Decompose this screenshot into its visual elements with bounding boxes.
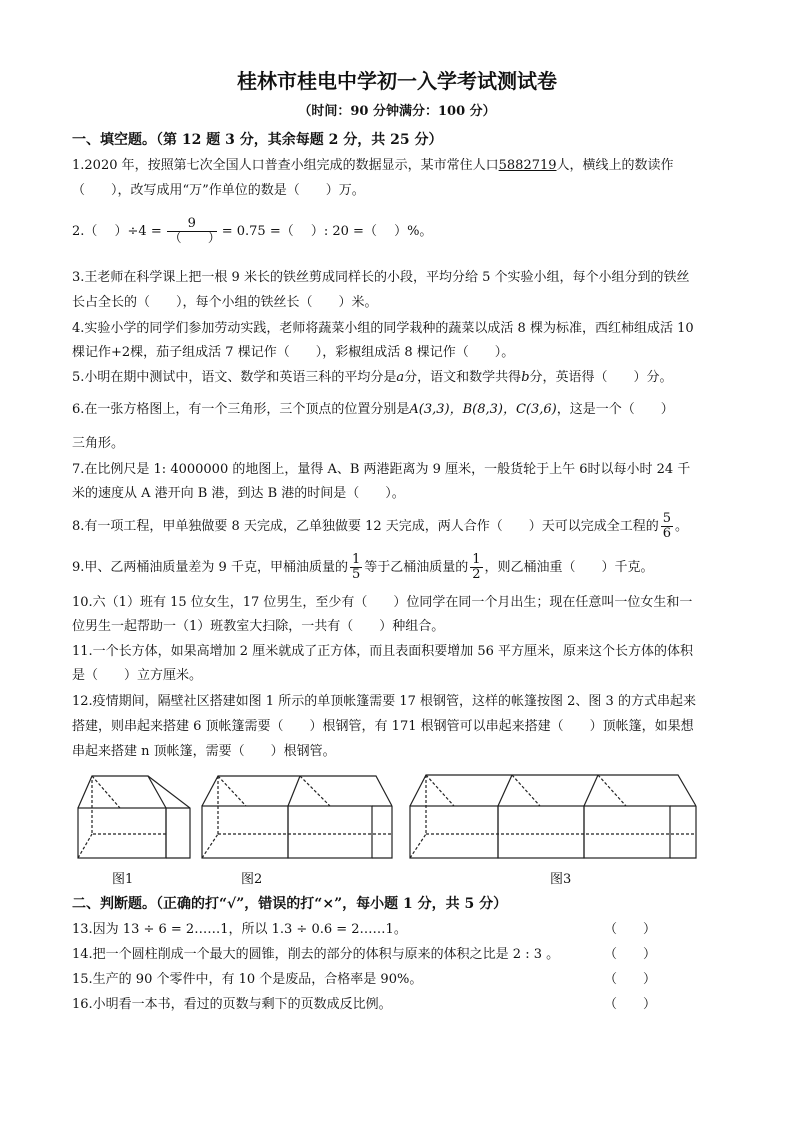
q16-answer-box[interactable]: （ ） [604,997,657,1012]
exam-subtitle: （时间：90 分钟满分：100 分） [298,104,496,119]
figure-2-label: 图2 [241,872,263,887]
q12-line1: 12.疫情期间，隔壁社区搭建如图 1 所示的单顶帐篷需要 17 根钢管，这样的帐篷按图 2、图 3 的方式串起来 [72,694,696,709]
q11-line2: 是（ ）立方厘米。 [72,668,203,683]
q4-line2: 棵记作+2棵，茄子组成活 7 棵记作（ ），彩椒组成活 8 棵记作（ ）。 [72,345,515,360]
figure-1-label: 图1 [112,872,134,887]
section1-heading: 一、填空题。（第 12 题 3 分，其余每题 2 分，共 25 分） [72,132,443,148]
q14-text: 14.把一个圆柱削成一个最大的圆锥，削去的部分的体积与原来的体积之比是 2 : 3 。 [72,947,560,962]
q8-line: 8.有一项工程，甲单独做要 8 天完成，乙单独做要 12 天完成，两人合作（ ）天可以完成全工程的 $\frac{5}{6}$ 。 [72,511,689,541]
section2-heading: 二、判断题。（正确的打“√”，错误的打“×”，每小题 1 分，共 5 分） [72,896,508,912]
q3-line2: 长占全长的（ ），每个小组的铁丝长（ ）米。 [72,295,378,310]
q16-text: 16.小明看一本书，看过的页数与剩下的页数成反比例。 [72,997,392,1012]
q7-line1: 7.在比例尺是 1: 4000000 的地图上，量得 A、B 两港距离为 9 厘米，一般货轮于上午 6时以每小时 24 千 [72,462,691,477]
q5-line: 5.小明在期中测试中，语文、数学和英语三科的平均分是a分，语文和数学共得b分，英语得（ ）分。 [72,370,673,385]
q10-line1: 10.六（1）班有 15 位女生，17 位男生，至少有（ ）位同学在同一个月出生；现在任意叫一位女生和一 [72,595,693,610]
q11-line1: 11.一个长方体，如果高增加 2 厘米就成了正方体，而且表面积要增加 56 平方厘米，原来这个长方体的体积 [72,644,694,659]
q4-line1: 4.实验小学的同学们参加劳动实践，老师将蔬菜小组的同学栽种的蔬菜以成活 8 棵为标准，西红柿组成活 10 [72,321,694,336]
q15-text: 15.生产的 90 个零件中，有 10 个是废品，合格率是 90%。 [72,972,423,987]
q2-line: 2.（ ）÷4 = $\frac{9}{( )}$ = 0.75 =（ ）: 20 =（ ）%。 [72,216,433,246]
q14-answer-box[interactable]: （ ） [604,947,657,962]
q6-line2: 三角形。 [72,436,125,451]
q7-line2: 米的速度从 A 港开向 B 港，到达 B 港的时间是（ ）。 [72,486,405,501]
q6-line1: 6.在一张方格图上，有一个三角形，三个顶点的位置分别是A(3,3)，B(8,3)，C(3,6)，这是一个（ ） [72,402,674,417]
figure-3-tent [410,775,696,858]
figure-3-label: 图3 [550,872,572,887]
q13-text: 13.因为 13 ÷ 6 = 2……1，所以 1.3 ÷ 0.6 = 2……1。 [72,922,407,937]
q12-line3: 串起来搭建 n 顶帐篷，需要（ ）根钢管。 [72,744,336,759]
figure-1-tent [78,776,190,858]
q12-line2: 搭建，则串起来搭建 6 顶帐篷需要（ ）根钢管，有 171 根钢管可以串起来搭建（ ）顶帐篷，如果想 [72,719,694,734]
q10-line2: 位男生一起帮助一（1）班教室大扫除，一共有（ ）种组合。 [72,619,445,634]
page-title: 桂林市桂电中学初一入学考试测试卷 [237,69,557,93]
q9-line: 9.甲、乙两桶油质量差为 9 千克，甲桶油质量的 $\frac{1}{5}$ 等于乙桶油质量的 $\frac{1}{2}$ ，则乙桶油重（ ）千克。 [72,552,654,582]
q1-line1: 1.2020 年，按照第七次全国人口普查小组完成的数据显示，某市常住人口5882719人，横线上的数读作 [72,158,674,173]
q3-line1: 3.王老师在科学课上把一根 9 米长的铁丝剪成同样长的小段，平均分给 5 个实验小组，每个小组分到的铁丝 [72,270,690,285]
q15-answer-box[interactable]: （ ） [604,972,657,987]
q1-line2: （ ），改写成用“万”作单位的数是（ ）万。 [72,183,365,198]
figure-2-tent [202,776,392,858]
q13-answer-box[interactable]: （ ） [604,922,657,937]
